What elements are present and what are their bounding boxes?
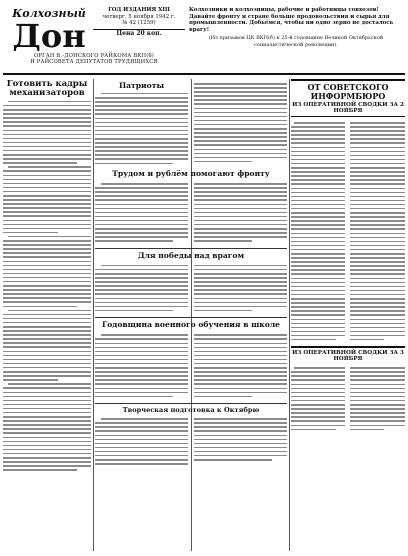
october-article-row	[95, 416, 287, 468]
column-1	[3, 79, 91, 551]
issue-price: Цена 20 коп.	[93, 29, 185, 38]
top-article-row	[95, 79, 287, 167]
article-body-placeholder	[95, 93, 188, 164]
subtitle-line1: ОРГАН В.-ДОНСКОГО РАЙКОМА ВКП(б)	[33, 53, 155, 59]
article-headline: Патриоты	[118, 81, 165, 90]
slogan-source: (Из призывов ЦК ВКП(б) к 25-й годовщине Великой Октябрьской социалистической революции).	[208, 35, 384, 48]
article-body-placeholder	[291, 367, 345, 430]
article-body-placeholder	[95, 334, 188, 397]
logo-title-line2: Дон	[12, 17, 86, 51]
newspaper-logo	[5, 5, 93, 51]
article-body-placeholder	[194, 265, 287, 312]
section-divider	[95, 403, 287, 404]
article-headline: Готовить кадры механизаторов	[6, 79, 88, 98]
victory-article-row	[95, 263, 287, 315]
logo-title-line1: Колхозный	[12, 7, 86, 20]
article-headline: Для победы над врагом	[137, 250, 245, 260]
article-body-placeholder	[95, 418, 188, 465]
article-body-placeholder	[95, 183, 188, 242]
article-body-placeholder	[350, 367, 405, 430]
article-headline: Трудом и рублём помогают фронту	[112, 169, 270, 179]
article-continuation	[194, 79, 287, 167]
article-body-placeholder	[350, 122, 405, 340]
fund-article-row	[95, 181, 287, 245]
columns-2-3	[95, 79, 287, 551]
report-nov3-body	[291, 365, 405, 433]
masthead	[3, 3, 405, 75]
column-divider	[289, 79, 290, 551]
issue-date: четверг, 5 ноября 1942 г.	[102, 13, 176, 20]
article-headline: Творческая подготовка к Октябрю	[122, 406, 260, 415]
newspaper-page	[3, 3, 405, 553]
article-body-placeholder	[194, 418, 287, 465]
masthead-slogan	[189, 7, 403, 49]
column-divider	[93, 79, 94, 551]
article-body-placeholder	[291, 122, 345, 340]
report-heading-nov2: ИЗ ОПЕРАТИВНОЙ СВОДКИ ЗА 2 НОЯБРЯ	[292, 102, 404, 114]
slogan-text: Колхозники и колхозницы, рабочие и работницы совхозов! Давайте фронту и стране больше продовольствия и сырья для промышленности. Добьёмся, чтобы ни одно зерно не досталось врагу!	[189, 7, 394, 33]
article-headline: Годовщина военного обучения в школе	[101, 320, 281, 330]
masthead-subtitle	[5, 53, 183, 66]
subtitle-line2: И РАЙСОВЕТА ДЕПУТАТОВ ТРУДЯЩИХСЯ	[30, 59, 158, 66]
article-body-placeholder	[194, 334, 287, 397]
publication-year: ГОД ИЗДАНИЯ XIII	[108, 7, 170, 13]
issue-info	[93, 7, 185, 37]
article-patriots	[95, 79, 188, 167]
report-heading-nov3: ИЗ ОПЕРАТИВНОЙ СВОДКИ ЗА 3 НОЯБРЯ	[292, 350, 404, 363]
section-divider	[95, 248, 287, 249]
article-body-placeholder	[194, 183, 287, 242]
article-body-placeholder	[3, 101, 91, 471]
column-4	[291, 79, 405, 551]
school-article-row	[95, 332, 287, 400]
section-divider	[291, 346, 405, 348]
report-nov2-body	[291, 120, 405, 343]
article-body-placeholder	[95, 265, 188, 312]
article-body-placeholder	[194, 83, 287, 162]
section-divider	[95, 317, 287, 318]
issue-number: № 42 (1259)	[122, 20, 156, 27]
sovinformburo-title: ОТ СОВЕТСКОГО ИНФОРМБЮРО	[307, 82, 389, 101]
sovinformburo-header	[291, 79, 405, 117]
title-logo-graphic	[5, 5, 93, 51]
